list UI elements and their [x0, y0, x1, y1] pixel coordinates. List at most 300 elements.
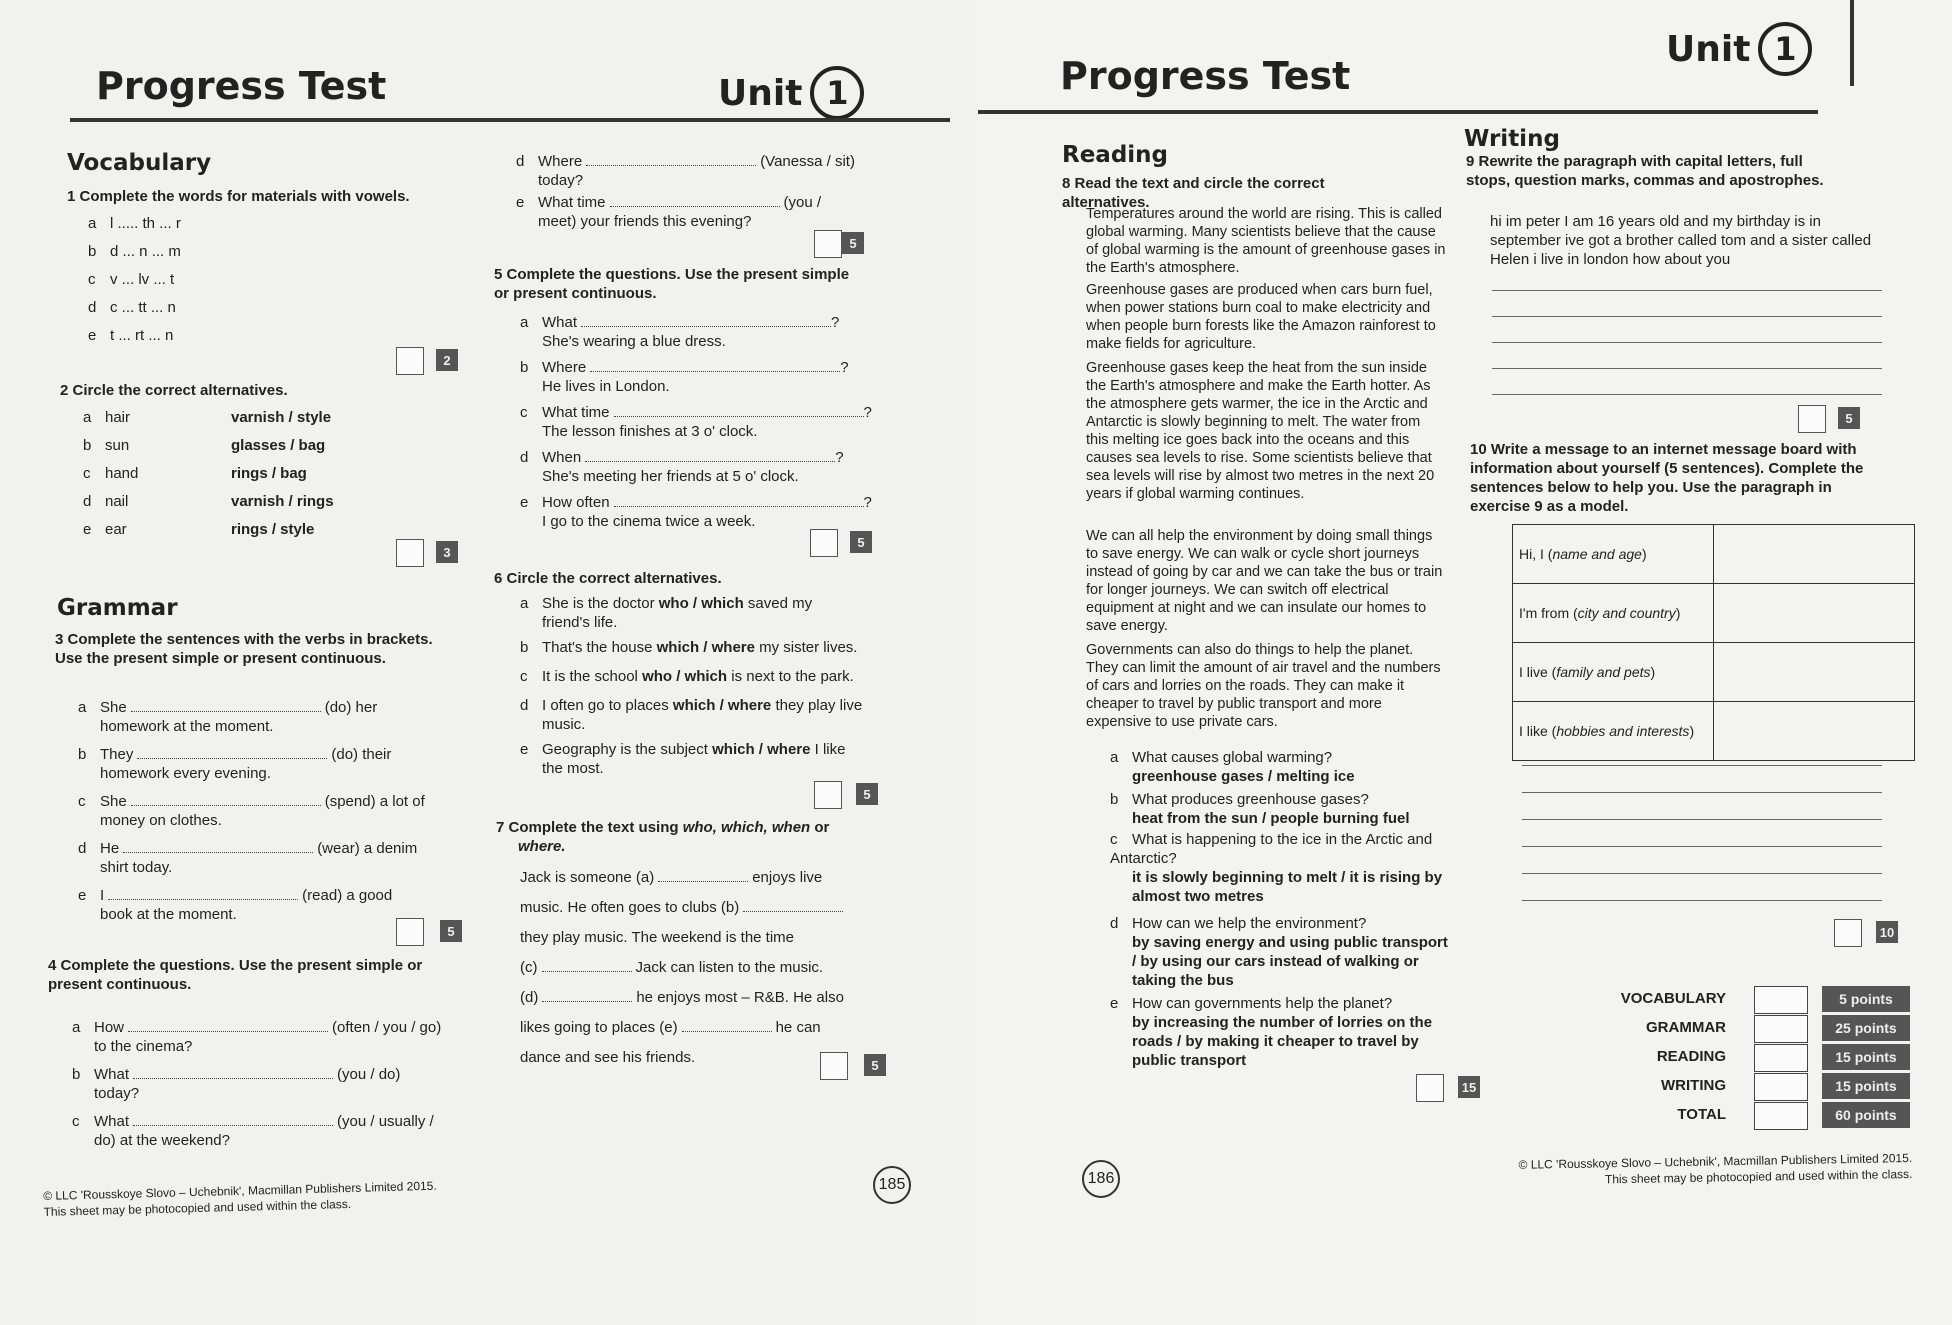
q10-prompt-end: ): [1650, 664, 1656, 680]
item-letter: d: [1110, 915, 1119, 932]
right-unit-word: Unit: [1666, 28, 1751, 70]
item-continuation: do) at the weekend?: [94, 1132, 230, 1149]
total-points: 60 points: [1822, 1102, 1910, 1128]
q10-write-line[interactable]: [1522, 819, 1882, 820]
item-letter: e: [78, 887, 87, 904]
q7-line: [520, 928, 880, 947]
q4-item: [72, 1018, 452, 1056]
reading-paragraph: We can all help the environment by doing small things to save energy. We can walk or cycle short journeys instead of going by car and we can take the bus or train for longer journeys. We can switch off electrical equipment at night and we can insulate our homes to save energy.: [1086, 528, 1443, 634]
item-start: He: [100, 840, 120, 857]
q1-word-blank[interactable]: v ... lv ... t: [110, 271, 175, 288]
q8-question-text: What produces greenhouse gases?: [1132, 791, 1369, 808]
item-start: Where: [542, 359, 587, 376]
q5-item: [520, 403, 880, 441]
reading-paragraph: Governments can also do things to help the planet. They can limit the amount of air travel and the numbers of cars and lorries on the roads. They can make it cheaper to travel by public transport and more expensive to use private cars.: [1086, 642, 1441, 730]
item-start: Geography is the subject: [542, 741, 713, 758]
q8-question: [1110, 790, 1450, 828]
item-letter: d: [78, 840, 87, 857]
q10-prompt-start: Hi, I (: [1519, 546, 1553, 562]
q7-text-part: (c): [520, 959, 538, 976]
right-copyright: [1492, 1150, 1912, 1189]
answer-blank[interactable]: [682, 1031, 772, 1032]
q1-item: [88, 270, 174, 289]
right-unit-number: 1: [1758, 22, 1812, 76]
q6-options[interactable]: which / where: [672, 697, 772, 714]
q7-line: [520, 868, 880, 887]
q4-score: 5: [842, 232, 864, 254]
item-continuation: friend's life.: [542, 614, 618, 631]
q8-options[interactable]: greenhouse gases / melting ice: [1132, 768, 1355, 785]
q2-word: nail: [105, 493, 129, 510]
q2-item: [83, 464, 307, 483]
item-start: She: [100, 793, 127, 810]
total-score-box[interactable]: [1754, 1015, 1808, 1043]
q7-score: 5: [864, 1054, 886, 1076]
q5-item: [520, 313, 880, 351]
question-mark: ?: [863, 494, 872, 511]
q7-line: [520, 988, 880, 1007]
question-mark: ?: [840, 359, 849, 376]
q7-prompt-where: where.: [518, 838, 566, 855]
q1-word-blank[interactable]: d ... n ... m: [110, 243, 181, 260]
q2-options[interactable]: varnish / rings: [231, 493, 334, 510]
answer-blank[interactable]: [581, 326, 831, 327]
q5-prompt: 5 Complete the questions. Use the present simple or present continuous.: [494, 266, 850, 302]
q3-score: 5: [440, 920, 462, 942]
item-verb: (you / do): [337, 1066, 401, 1083]
answer-blank[interactable]: [743, 911, 843, 912]
q3-item: [78, 698, 458, 736]
right-unit-label: [1666, 22, 1812, 76]
total-points: 15 points: [1822, 1073, 1910, 1099]
item-letter: c: [83, 465, 91, 482]
q2-item: [83, 436, 325, 455]
item-continuation: today?: [538, 172, 584, 189]
q10-write-line[interactable]: [1522, 846, 1882, 847]
total-label: GRAMMAR: [1646, 1019, 1726, 1036]
q10-write-line[interactable]: [1522, 765, 1882, 766]
answer-blank[interactable]: [133, 1078, 333, 1079]
q2-options[interactable]: rings / bag: [231, 465, 307, 482]
q4-answer-box[interactable]: [814, 230, 842, 258]
q7-text-part: Jack can listen to the music.: [635, 959, 824, 976]
total-label: WRITING: [1661, 1077, 1726, 1094]
q10-prompt-cell: [1513, 643, 1714, 702]
q10-prompt-end: ): [1641, 546, 1647, 562]
item-letter: b: [78, 746, 87, 763]
item-letter: d: [83, 493, 92, 510]
item-verb: (you / usually /: [337, 1113, 434, 1130]
item-start: What: [94, 1066, 130, 1083]
q3-item: [78, 839, 458, 877]
q10-row: [1513, 643, 1915, 702]
q7-text-part: he enjoys most – R&B. He also: [636, 989, 844, 1006]
q10-prompt-cell: [1513, 525, 1714, 584]
q4-item: [516, 152, 896, 190]
item-continuation: book at the moment.: [100, 906, 237, 923]
answer-blank[interactable]: [123, 852, 313, 853]
item-letter: d: [88, 299, 97, 316]
q2-word: hand: [105, 465, 139, 482]
q8-options[interactable]: by increasing the number of lorries on the roads / by making it cheaper to travel by public transport: [1132, 1014, 1433, 1069]
item-verb: (do) their: [331, 746, 392, 763]
q7-text-part: dance and see his friends.: [520, 1049, 696, 1066]
q1-answer-box[interactable]: [396, 347, 424, 375]
q5-item: [520, 493, 880, 531]
right-page-number: 186: [1082, 1160, 1120, 1198]
item-letter: e: [520, 494, 529, 511]
q9-prompt: 9 Rewrite the paragraph with capital letters, full stops, question marks, commas and apostrophes.: [1466, 153, 1824, 189]
q9-write-line[interactable]: [1492, 394, 1882, 395]
item-start: That's the house: [542, 639, 657, 656]
q10-table: [1512, 524, 1915, 761]
item-continuation: today?: [94, 1085, 140, 1102]
q2-answer-box[interactable]: [396, 539, 424, 567]
item-letter: a: [1110, 749, 1119, 766]
q10-prompt-start: I like (: [1519, 723, 1557, 739]
q1-prompt: 1 Complete the words for materials with vowels.: [67, 188, 410, 205]
q10-answer-cell[interactable]: [1714, 584, 1915, 643]
item-answer: I go to the cinema twice a week.: [542, 513, 756, 530]
q2-word: sun: [105, 437, 130, 454]
item-start: What time: [538, 194, 606, 211]
q6-options[interactable]: who / which: [658, 595, 744, 612]
total-score-box[interactable]: [1754, 986, 1808, 1014]
q7-prompt-start: 7 Complete the text using: [496, 819, 683, 836]
q4-item: [72, 1112, 452, 1150]
q10-score: 10: [1876, 921, 1898, 943]
q7-text-part: he can: [775, 1019, 821, 1036]
q2-item: [83, 492, 334, 511]
left-unit-number: 1: [810, 66, 864, 120]
item-letter: b: [88, 243, 97, 260]
q10-answer-cell[interactable]: [1714, 525, 1915, 584]
q1-word-blank[interactable]: c ... tt ... n: [110, 299, 176, 316]
item-start: When: [542, 449, 582, 466]
q4-item: [516, 193, 896, 231]
q10-prompt-end: ): [1689, 723, 1695, 739]
q3-prompt: 3 Complete the sentences with the verbs in brackets. Use the present simple or present continuous.: [55, 631, 433, 667]
item-continuation: homework every evening.: [100, 765, 271, 782]
item-verb: (wear) a denim: [317, 840, 418, 857]
item-letter: a: [520, 595, 529, 612]
grammar-heading: Grammar: [57, 595, 178, 621]
q10-write-line[interactable]: [1522, 792, 1882, 793]
q10-answer-cell[interactable]: [1714, 702, 1915, 761]
answer-blank[interactable]: [131, 805, 321, 806]
q8-score: 15: [1458, 1076, 1480, 1098]
item-start: I often go to places: [542, 697, 673, 714]
q8-question: [1110, 914, 1450, 990]
item-continuation: music.: [542, 716, 586, 733]
q3-item: [78, 745, 458, 783]
q9-write-line[interactable]: [1492, 368, 1882, 369]
q10-answer-box[interactable]: [1834, 919, 1862, 947]
q1-score: 2: [436, 349, 458, 371]
q6-options[interactable]: who / which: [642, 668, 728, 685]
item-letter: a: [88, 215, 97, 232]
answer-blank[interactable]: [610, 206, 780, 207]
answer-blank[interactable]: [137, 758, 327, 759]
q6-answer-box[interactable]: [814, 781, 842, 809]
item-letter: c: [520, 668, 528, 685]
item-letter: b: [72, 1066, 81, 1083]
item-verb: (read) a good: [302, 887, 393, 904]
q10-row: [1513, 702, 1915, 761]
item-letter: a: [78, 699, 87, 716]
item-verb: (spend) a lot of: [324, 793, 425, 810]
q7-prompt-words: who, which, when: [682, 819, 811, 836]
q9-text: hi im peter I am 16 years old and my birthday is in september ive got a brother called tom and a sister called Helen i live in london how about you: [1490, 213, 1872, 268]
q7-text-part: (d): [520, 989, 539, 1006]
q10-prompt-start: I live (: [1519, 664, 1557, 680]
q10-answer-cell[interactable]: [1714, 643, 1915, 702]
item-start: What: [94, 1113, 130, 1130]
q10-row: [1513, 584, 1915, 643]
item-continuation: to the cinema?: [94, 1038, 193, 1055]
item-letter: a: [520, 314, 529, 331]
total-points: 25 points: [1822, 1015, 1910, 1041]
q10-prompt-hint: family and pets: [1556, 664, 1651, 680]
item-letter: d: [516, 153, 525, 170]
answer-blank[interactable]: [614, 506, 864, 507]
answer-blank[interactable]: [586, 165, 756, 166]
q2-item: [83, 520, 314, 539]
right-header-corner: [1850, 0, 1854, 86]
q9-write-line[interactable]: [1492, 316, 1882, 317]
q8-question: [1110, 830, 1450, 906]
item-answer: The lesson finishes at 3 o' clock.: [542, 423, 758, 440]
q10-prompt-hint: name and age: [1552, 546, 1642, 562]
q10-prompt-start: I'm from (: [1519, 605, 1578, 621]
q8-options[interactable]: by saving energy and using public transport / by using our cars instead of walking or taking the bus: [1132, 934, 1448, 989]
q9-score: 5: [1838, 407, 1860, 429]
right-copyright-line2: This sheet may be photocopied and used within the class.: [1604, 1166, 1913, 1187]
item-letter: d: [520, 449, 529, 466]
answer-blank[interactable]: [614, 416, 864, 417]
q10-prompt-hint: hobbies and interests: [1556, 723, 1690, 739]
item-verb: (do) her: [324, 699, 378, 716]
q8-options[interactable]: it is slowly beginning to melt / it is rising by almost two metres: [1132, 869, 1443, 905]
item-start: What: [542, 314, 578, 331]
q5-item: [520, 358, 880, 396]
answer-blank[interactable]: [133, 1125, 333, 1126]
answer-blank[interactable]: [108, 899, 298, 900]
q10-prompt-end: ): [1675, 605, 1681, 621]
q10-prompt: 10 Write a message to an internet message board with information about yourself (5 sentences). Complete the sentences below to help you. Use the paragraph in exercise 9 as a model.: [1470, 441, 1864, 515]
total-label: READING: [1656, 1048, 1726, 1065]
q2-options[interactable]: rings / style: [231, 521, 315, 538]
q8-prompt: 8 Read the text and circle the correct alternatives.: [1062, 175, 1325, 211]
q6-item: [520, 638, 900, 657]
item-letter: c: [88, 271, 96, 288]
left-page-title: Progress Test: [96, 64, 387, 108]
q2-item: [83, 408, 331, 427]
q1-item: [88, 214, 181, 233]
q1-word-blank[interactable]: l ..... th ... r: [110, 215, 181, 232]
q3-item: [78, 792, 458, 830]
q7-text-part: likes going to places (e): [520, 1019, 678, 1036]
right-copyright-line1: © LLC 'Rousskoye Slovo – Uchebnik', Macmillan Publishers Limited 2015.: [1518, 1150, 1913, 1172]
q5-answer-box[interactable]: [810, 529, 838, 557]
q1-item: [88, 298, 176, 317]
q7-line: [520, 898, 880, 917]
answer-blank[interactable]: [585, 461, 835, 462]
item-start: They: [100, 746, 134, 763]
q7-prompt: [496, 818, 876, 856]
q6-item: [520, 667, 900, 686]
q10-write-line[interactable]: [1522, 873, 1882, 874]
left-copyright-line2: This sheet may be photocopied and used within the class.: [43, 1196, 352, 1219]
vocabulary-heading: Vocabulary: [67, 150, 212, 176]
item-letter: b: [520, 359, 529, 376]
item-start: How: [94, 1019, 125, 1036]
q7-answer-box[interactable]: [820, 1052, 848, 1080]
item-continuation: meet) your friends this evening?: [538, 213, 752, 230]
answer-blank[interactable]: [658, 881, 748, 882]
q6-prompt: 6 Circle the correct alternatives.: [494, 570, 722, 587]
item-continuation: shirt today.: [100, 859, 173, 876]
item-end: is next to the park.: [727, 668, 854, 685]
q10-prompt-cell: [1513, 584, 1714, 643]
item-letter: c: [1110, 831, 1118, 848]
item-letter: b: [83, 437, 92, 454]
reading-paragraph: Greenhouse gases are produced when cars burn fuel, when power stations burn coal to make electricity and when people burn forests like the Amazon rainforest to make fields for agriculture.: [1086, 282, 1436, 352]
q1-item: [88, 242, 181, 261]
q2-word: hair: [105, 409, 131, 426]
q10-row: [1513, 525, 1915, 584]
item-continuation: homework at the moment.: [100, 718, 274, 735]
q9-answer-box[interactable]: [1798, 405, 1826, 433]
reading-heading: Reading: [1062, 142, 1169, 168]
item-answer: She's meeting her friends at 5 o' clock.: [542, 468, 799, 485]
item-letter: a: [72, 1019, 81, 1036]
q8-question: [1110, 994, 1450, 1070]
q6-options[interactable]: which / where: [656, 639, 755, 656]
q8-question: [1110, 748, 1450, 786]
item-start: She is the doctor: [542, 595, 659, 612]
right-page-title: Progress Test: [1060, 54, 1351, 98]
q7-prompt-or: or: [810, 819, 830, 836]
answer-blank[interactable]: [542, 1001, 632, 1002]
q7-text-part: Jack is someone (a): [520, 869, 655, 886]
item-continuation: the most.: [542, 760, 604, 777]
item-start: Where: [538, 153, 583, 170]
q2-score: 3: [436, 541, 458, 563]
right-header-rule: [978, 110, 1818, 114]
q10-write-line[interactable]: [1522, 900, 1882, 901]
item-letter: e: [88, 327, 97, 344]
item-letter: c: [520, 404, 528, 421]
q7-line: [520, 958, 880, 977]
total-score-box[interactable]: [1754, 1102, 1808, 1130]
q6-item: [520, 696, 900, 734]
total-score-box[interactable]: [1754, 1073, 1808, 1101]
answer-blank[interactable]: [128, 1031, 328, 1032]
q8-question-text: What causes global warming?: [1132, 749, 1333, 766]
item-end: I like: [810, 741, 846, 758]
left-page-number: 185: [873, 1166, 911, 1204]
q5-item: [520, 448, 880, 486]
left-header-rule: [70, 118, 950, 122]
item-letter: a: [83, 409, 92, 426]
item-verb: (you /: [783, 194, 822, 211]
item-start: How often: [542, 494, 610, 511]
answer-blank[interactable]: [131, 711, 321, 712]
item-start: I: [100, 887, 105, 904]
reading-paragraph: Temperatures around the world are rising. This is called global warming. Many scientists believe that the cause of global warming is the amount of greenhouse gases in the Earth's atmosphere.: [1086, 206, 1446, 276]
item-letter: e: [516, 194, 525, 211]
item-answer: She's wearing a blue dress.: [542, 333, 726, 350]
item-letter: c: [78, 793, 86, 810]
q8-question-text: How can governments help the planet?: [1132, 995, 1393, 1012]
item-letter: b: [1110, 791, 1119, 808]
answer-blank[interactable]: [542, 971, 632, 972]
question-mark: ?: [863, 404, 872, 421]
item-start: What time: [542, 404, 610, 421]
item-verb: (Vanessa / sit): [760, 153, 855, 170]
q6-options[interactable]: which / where: [712, 741, 811, 758]
item-letter: b: [520, 639, 529, 656]
total-score-box[interactable]: [1754, 1044, 1808, 1072]
q5-score: 5: [850, 531, 872, 553]
item-end: they play live: [771, 697, 863, 714]
total-points: 15 points: [1822, 1044, 1910, 1070]
q8-question-text: What is happening to the ice in the Arctic and Antarctic?: [1110, 831, 1433, 867]
left-copyright: [43, 1178, 437, 1220]
item-letter: e: [83, 521, 92, 538]
q1-word-blank[interactable]: t ... rt ... n: [110, 327, 174, 344]
question-mark: ?: [831, 314, 840, 331]
left-unit-label: [718, 66, 864, 120]
item-letter: e: [1110, 995, 1119, 1012]
item-start: She: [100, 699, 127, 716]
q7-text-part: music. He often goes to clubs (b): [520, 899, 740, 916]
q8-answer-box[interactable]: [1416, 1074, 1444, 1102]
q6-item: [520, 594, 900, 632]
q4-prompt: 4 Complete the questions. Use the present simple or present continuous.: [48, 957, 423, 993]
q7-line: [520, 1018, 880, 1037]
item-end: my sister lives.: [754, 639, 858, 656]
q2-options[interactable]: glasses / bag: [231, 437, 326, 454]
q10-prompt-cell: [1513, 702, 1714, 761]
total-points: 5 points: [1822, 986, 1910, 1012]
q7-text-part: they play music. The weekend is the time: [520, 929, 795, 946]
q1-item: [88, 326, 173, 345]
q2-options[interactable]: varnish / style: [231, 409, 332, 426]
question-mark: ?: [835, 449, 844, 466]
q9-write-line[interactable]: [1492, 290, 1882, 291]
q4-item: [72, 1065, 452, 1103]
left-unit-word: Unit: [718, 72, 803, 114]
item-letter: d: [520, 697, 529, 714]
item-letter: c: [72, 1113, 80, 1130]
q8-options[interactable]: heat from the sun / people burning fuel: [1132, 810, 1410, 827]
item-start: It is the school: [542, 668, 643, 685]
writing-heading: Writing: [1464, 126, 1560, 152]
item-answer: He lives in London.: [542, 378, 670, 395]
q6-score: 5: [856, 783, 878, 805]
q2-word: ear: [105, 521, 127, 538]
item-continuation: money on clothes.: [100, 812, 222, 829]
q8-question-text: How can we help the environment?: [1132, 915, 1367, 932]
q3-answer-box[interactable]: [396, 918, 424, 946]
reading-paragraph: Greenhouse gases keep the heat from the sun inside the Earth's atmosphere and make the Earth hotter. As the atmosphere gets warmer, the ice in the Arctic and Antarctic is slowly beginning to melt. The water from this melting ice goes back into the oceans and this causes sea levels to rise. Some scientists believe that sea levels will rise by almost two metres in the next 20 years if global warming continues.: [1086, 360, 1435, 502]
q7-text-part: enjoys live: [752, 869, 823, 886]
q2-prompt: 2 Circle the correct alternatives.: [60, 382, 288, 399]
answer-blank[interactable]: [590, 371, 840, 372]
q9-write-line[interactable]: [1492, 342, 1882, 343]
